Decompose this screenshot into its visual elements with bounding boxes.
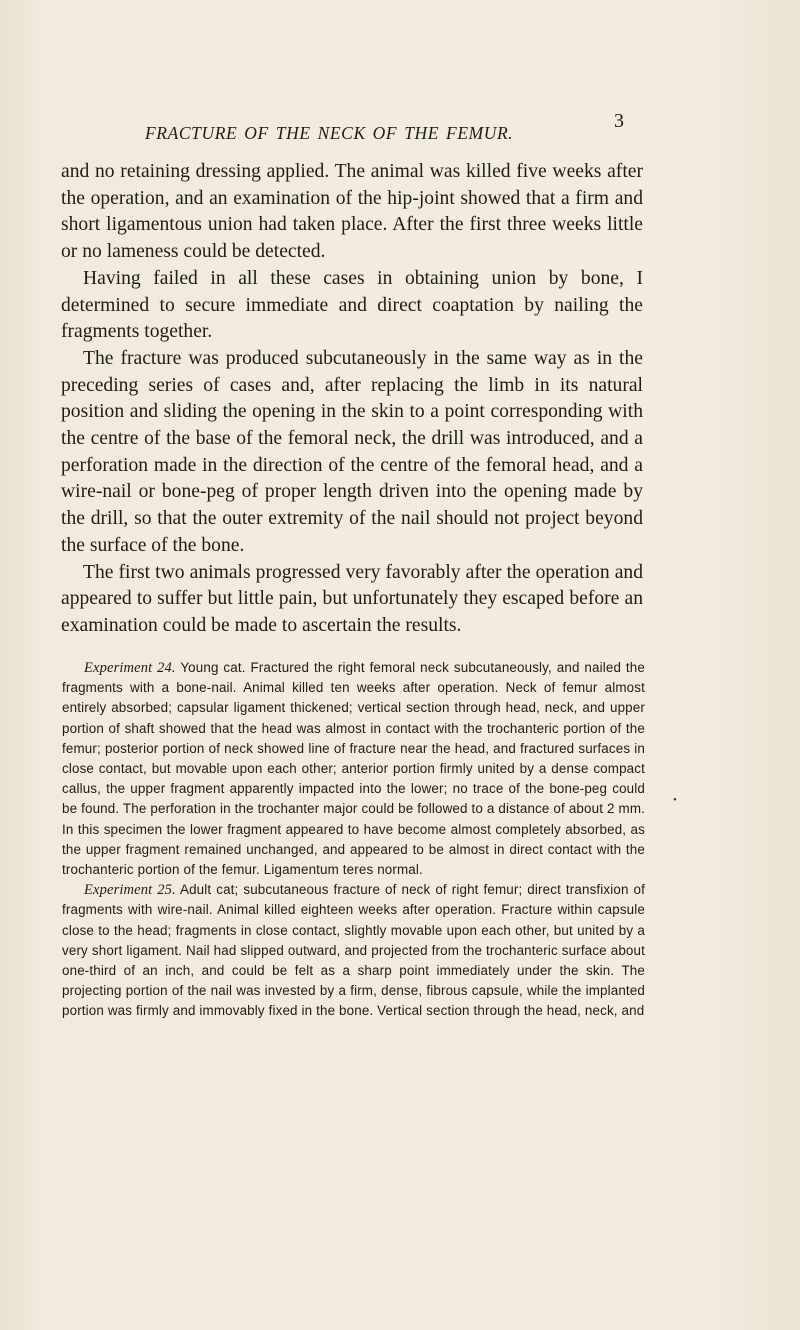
experiment-text: Young cat. Fractured the right femoral neck subcutaneously, and nailed the fragments with a bone-nail. Animal killed ten weeks after operation. Neck of femur almost entirely absorbed; capsular ligament thickened; vertical section through head, neck, and upper portion of shaft showed that the head was almost in contact with the trochanteric portion of the femur; posterior portion of neck showed line of fracture near the head, and fractured surfaces in close contact, but movable upon each other; anterior portion firmly united by a dense compact callus, the upper fragment apparently impacted into the lower; no trace of the bone-peg could be found. The perforation in the trochanter major could be followed to a distance of about 2 mm. In this specimen the lower fragment appeared to have become almost completely absorbed, as the upper fragment remained unchanged, and appeared to be almost in direct contact with the trochanteric portion of the femur. Ligamentum teres normal. [62,660,645,878]
margin-mark: • [673,794,677,806]
paragraph: The first two animals progressed very favorably after the operation and appeared to suffer but little pain, but unfortunately they escaped before an examination could be made to ascertain the results. [61,561,643,636]
experiment-label: Experiment 24. [84,660,176,676]
paragraph: The fracture was produced subcutaneously in the same way as in the preceding series of cases and, after replacing the limb in its natural position and sliding the opening in the skin to a point corresponding with the centre of the base of the femoral neck, the drill was introduced, and a perforation made in the direction of the centre of the femoral head, and a wire-nail or bone-peg of proper length driven into the opening made by the drill, so that the outer extremity of the nail should not project beyond the surface of the bone. [61,347,643,556]
experiment-text: Adult cat; subcutaneous fracture of neck of right femur; direct transfixion of fragments with wire-nail. Animal killed eighteen weeks after operation. Fracture within capsule close to the head; fragments in close contact, slightly movable upon each other, but united by a very short ligament. Nail had slipped outward, and projected from the trochanteric surface about one-third of an inch, and could be felt as a sharp point immediately under the skin. The projecting portion of the nail was invested by a firm, dense, fibrous capsule, while the implanted portion was firmly and immovably fixed in the bone. Vertical section through the head, neck, and [62,882,645,1019]
main-text [61,159,643,640]
experiment-entry [62,880,645,1021]
running-header: FRACTURE OF THE NECK OF THE FEMUR. [145,123,514,143]
page-number: 3 [614,110,624,132]
experiment-entry [62,658,645,880]
experiment-label: Experiment 25. [84,882,176,899]
experiment-notes [62,658,645,1022]
paragraph: and no retaining dressing applied. The animal was killed five weeks after the operation, and an examination of the hip-joint showed that a firm and short ligamentous union had taken place. After the first three weeks little or no lameness could be detected. [61,161,643,263]
paragraph: Having failed in all these cases in obtaining union by bone, I determined to secure immediate and direct coaptation by nailing the fragments together. [61,267,643,343]
